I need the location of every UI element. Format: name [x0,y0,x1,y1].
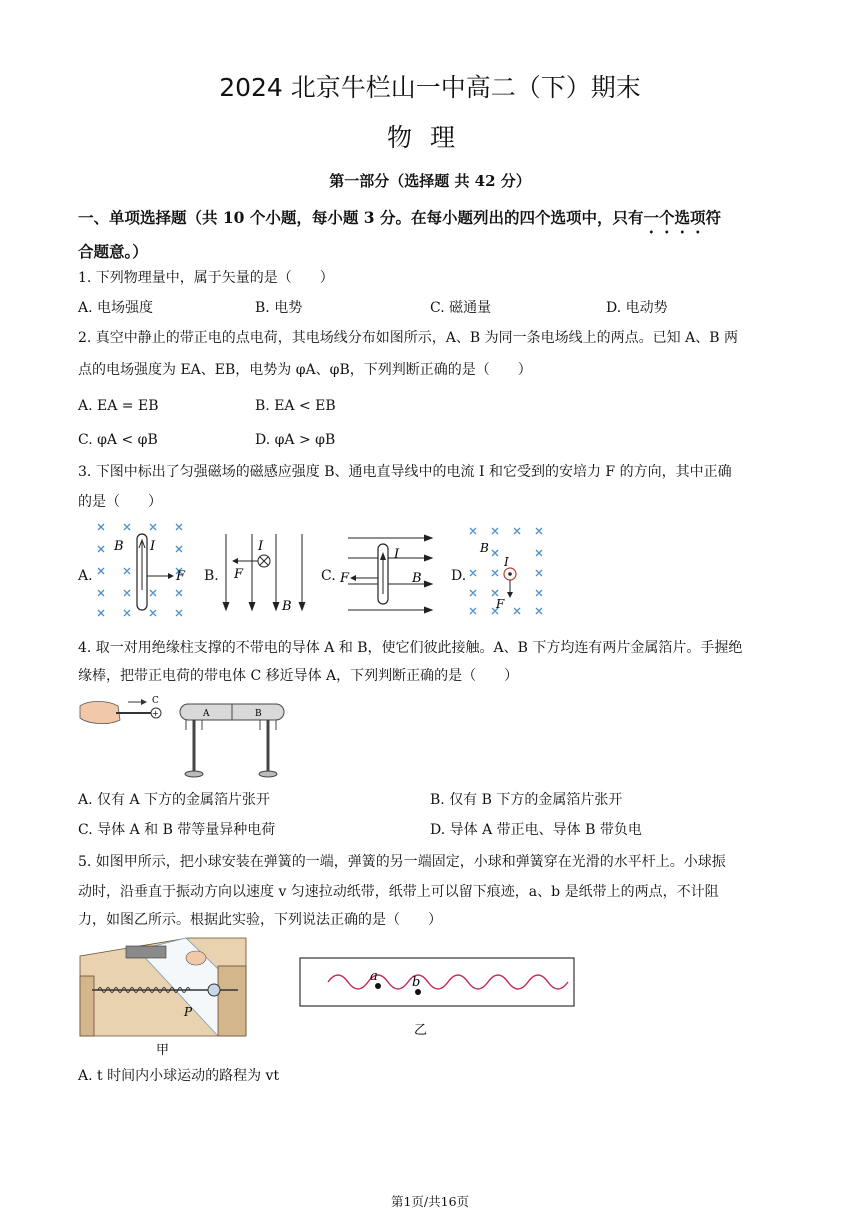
q4-option-b[interactable]: B. 仅有 B 下方的金属箔片张开 [430,792,623,808]
paper-tape-yi [300,958,574,1006]
label-b: b [412,975,421,990]
q1-option-c[interactable]: C. 磁通量 [430,300,492,316]
label-f: F [234,567,244,582]
q4-figure [78,692,298,782]
q4-option-a[interactable]: A. 仅有 A 下方的金属箔片张开 [78,792,271,808]
q3-figure-d [466,524,556,620]
q3-figure-a [92,520,192,620]
q5-stem-line1: 5. 如图甲所示，把小球安装在弹簧的一端，弹簧的另一端固定，小球和弹簧穿在光滑的水平杆上。小球振 [78,854,726,870]
hand [186,951,206,965]
q1-option-a[interactable]: A. 电场强度 [78,300,154,316]
q3-option-a[interactable]: A. [78,568,93,584]
label-f: F [340,571,350,586]
q3-option-d[interactable]: D. [451,568,467,584]
label-a: A [203,709,210,719]
label-b: B [282,599,292,614]
q4-option-d[interactable]: D. 导体 A 带正电、导体 B 带负电 [430,822,642,838]
label-b: B [255,709,262,719]
q1-option-b[interactable]: B. 电势 [255,300,303,316]
section-heading [78,203,788,267]
q2-stem-line1: 2. 真空中静止的带正电的点电荷，其电场线分布如图所示，A、B 为同一条电场线上的两点。已知 A、B 两 [78,330,738,346]
label-f: F [496,597,505,611]
label-b: B [480,541,489,555]
section-heading-line2: 合题意。） [78,242,148,261]
q2-option-c[interactable]: C. φA < φB [78,432,158,448]
q4-stem-line2: 缘棒，把带正电荷的带电体 C 移近导体 A，下列判断正确的是（ ） [78,668,519,684]
q2-stem-line2: 点的电场强度为 EA、EB，电势为 φA、φB，下列判断正确的是（ ） [78,362,532,378]
svg-text:+: + [152,709,159,718]
label-c: C [152,696,159,706]
ball [208,984,220,996]
label-a: a [370,969,378,984]
q3-option-c[interactable]: C. [321,568,336,584]
q5-option-a[interactable]: A. t 时间内小球运动的路程为 vt [78,1068,280,1084]
section-heading-pre: 一、单项选择题（共 10 个小题，每小题 3 分。在每小题列出的四个选项中，只有 [78,208,644,227]
q3-stem-line2: 的是（ ） [78,494,162,510]
label-p: P [184,1005,193,1019]
q2-option-b[interactable]: B. EA < EB [255,398,336,414]
q5-figure-yi [298,956,578,1046]
section-heading-emphasis: 一个选项 [643,208,706,227]
q1-stem: 1. 下列物理量中，属于矢量的是（ ） [78,270,334,286]
label-yi: 乙 [414,1023,428,1038]
q4-option-c[interactable]: C. 导体 A 和 B 带等量异种电荷 [78,822,276,838]
q5-stem-line2: 动时，沿垂直于振动方向以速度 v 匀速拉动纸带，纸带上可以留下痕迹，a、b 是纸带上的两点，不计阻 [78,884,719,900]
q5-figure-jia [78,936,248,1058]
label-f: F [176,569,186,584]
label-i: I [504,555,509,569]
label-b: B [412,571,422,586]
q2-option-d[interactable]: D. φA > φB [255,432,336,448]
subject-title: 物理 [386,123,473,152]
label-jia: 甲 [156,1043,170,1058]
q5-stem-line3: 力，如图乙所示。根据此实验，下列说法正确的是（ ） [78,912,442,928]
page-title: 2024 北京牛栏山一中高二（下）期末 [219,73,641,102]
label-i: I [150,539,156,554]
q3-figure-c [338,530,438,620]
hand [80,702,120,724]
label-b: B [114,539,124,554]
section-heading-post: 符 [705,208,721,227]
q1-option-d[interactable]: D. 电动势 [606,300,668,316]
q4-stem-line1: 4. 取一对用绝缘柱支撑的不带电的导体 A 和 B，使它们彼此接触。A、B 下方均连有两片金属箔片。手握绝 [78,640,743,656]
label-i: I [258,539,264,554]
page-footer: 第1页/共16页 [390,1194,470,1209]
part-heading: 第一部分（选择题 共 42 分） [329,172,531,190]
label-i: I [394,547,400,562]
q3-figure-b [218,530,318,620]
q3-option-b[interactable]: B. [204,568,219,584]
q2-option-a[interactable]: A. EA = EB [78,398,159,414]
q3-stem-line1: 3. 下图中标出了匀强磁场的磁感应强度 B、通电直导线中的电流 I 和它受到的安培力 F 的方向，其中正确 [78,464,732,480]
